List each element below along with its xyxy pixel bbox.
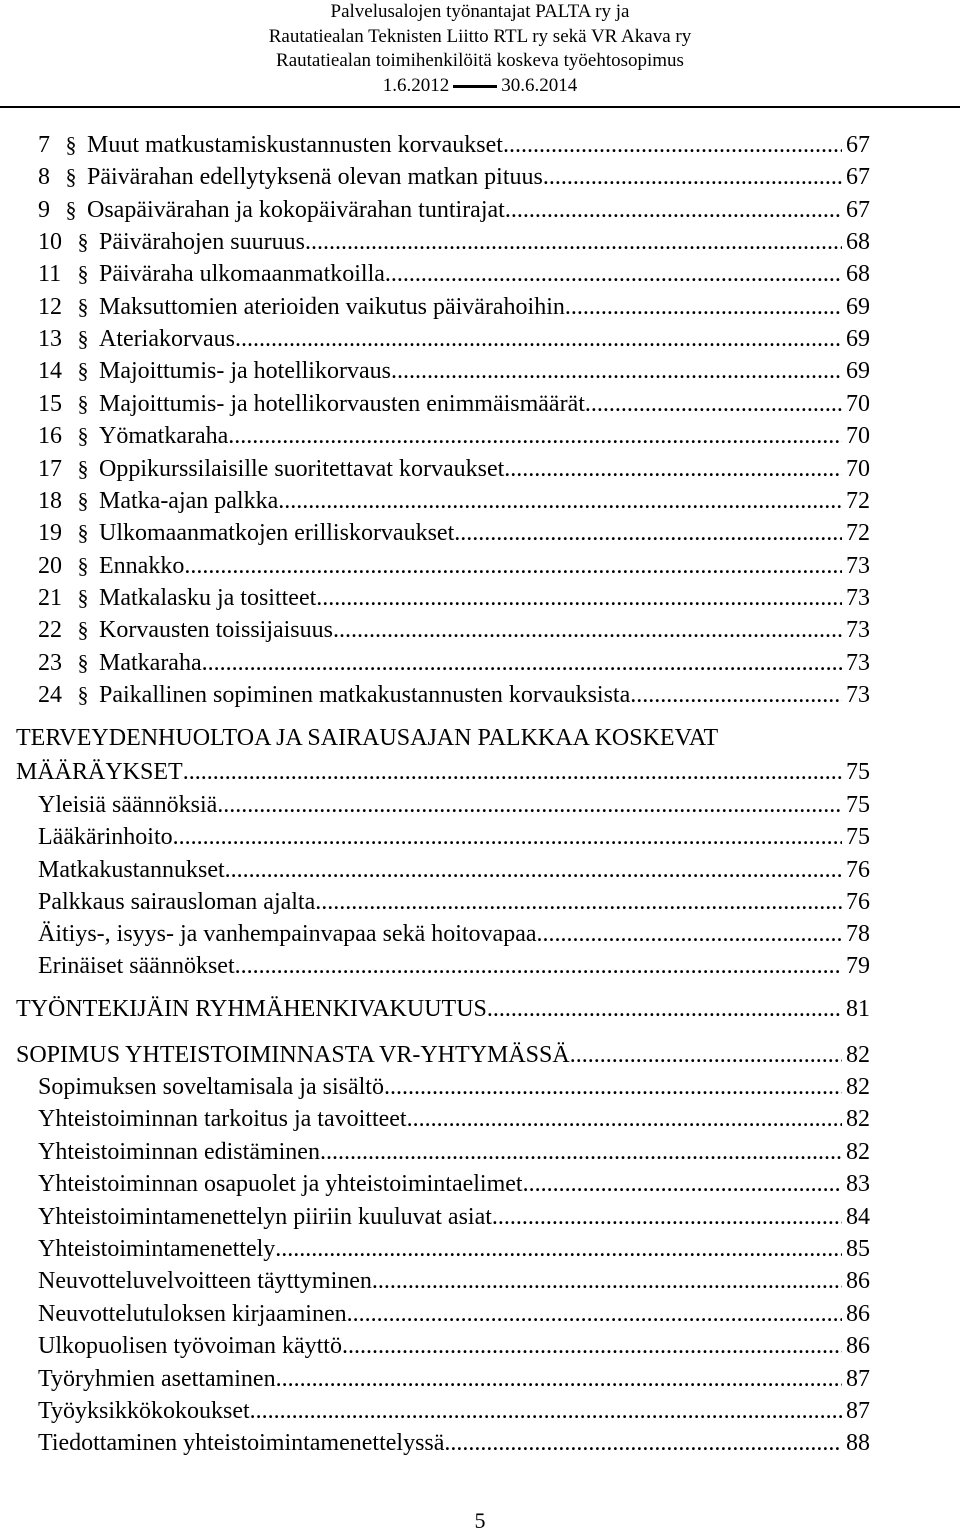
toc-entry[interactable] xyxy=(38,258,870,290)
toc-page-number: 67 xyxy=(846,164,870,190)
toc-entry-title xyxy=(38,918,537,950)
toc-entry-title xyxy=(38,355,391,387)
toc-entry-title xyxy=(38,950,235,982)
toc-entry[interactable] xyxy=(38,388,870,420)
toc-entry[interactable] xyxy=(38,647,870,679)
entry-text: Yömatkaraha xyxy=(99,423,229,449)
leader-dots xyxy=(217,789,842,821)
entry-text: Osapäivärahan ja kokopäivärahan tuntirajat xyxy=(87,197,505,223)
leader-dots xyxy=(275,1233,842,1265)
leader-dots xyxy=(228,420,842,452)
entry-text: Yhteistoiminnan edistäminen xyxy=(38,1139,320,1165)
section-sign-icon: § xyxy=(77,391,89,416)
entry-text: Äitiys-, isyys- ja vanhempainvapaa sekä hoitovapaa xyxy=(38,921,537,947)
section-heading: SOPIMUS YHTEISTOIMINNASTA VR-YHTYMÄSSÄ xyxy=(16,1042,570,1068)
toc-entry[interactable] xyxy=(38,1330,870,1362)
section-sign-icon: § xyxy=(77,456,89,481)
entry-text: Päivärahojen suuruus xyxy=(99,229,305,255)
leader-dots xyxy=(347,1298,842,1330)
toc-section-heading[interactable] xyxy=(16,1039,870,1071)
toc-entry-title xyxy=(38,1168,523,1200)
toc-entry-title xyxy=(38,517,454,549)
section-sign-icon: § xyxy=(77,423,89,448)
toc-entry[interactable] xyxy=(38,323,870,355)
toc-entry-title xyxy=(38,1103,407,1135)
toc-entry-title xyxy=(38,1395,250,1427)
section-sign-icon: § xyxy=(77,229,89,254)
entry-number: 24 xyxy=(38,682,62,708)
leader-dots xyxy=(570,1039,842,1071)
toc-entry[interactable] xyxy=(38,950,870,982)
toc-entry[interactable] xyxy=(38,1136,870,1168)
leader-dots xyxy=(454,517,842,549)
toc-entry-title xyxy=(38,647,202,679)
section-sign-icon: § xyxy=(65,164,77,189)
leader-dots xyxy=(333,614,842,646)
toc-page-number: 73 xyxy=(846,553,870,579)
leader-dots xyxy=(543,161,842,193)
header-line-1: Palvelusalojen työnantajat PALTA ry ja xyxy=(330,1,630,22)
toc-entry-title xyxy=(38,886,315,918)
entry-text: Tiedottaminen yhteistoimintamenettelyssä xyxy=(38,1430,445,1456)
entry-text: Työryhmien asettaminen xyxy=(38,1366,276,1392)
entry-number: 8 xyxy=(38,164,50,190)
toc-page-number: 73 xyxy=(846,682,870,708)
toc-entry[interactable] xyxy=(38,485,870,517)
toc-page-number: 84 xyxy=(846,1204,870,1230)
toc-entry[interactable] xyxy=(38,1103,870,1135)
entry-number: 21 xyxy=(38,585,62,611)
leader-dots xyxy=(372,1265,842,1297)
section-sign-icon: § xyxy=(77,358,89,383)
toc-entry-title xyxy=(38,789,217,821)
leader-dots xyxy=(173,821,842,853)
entry-text: Palkkaus sairausloman ajalta xyxy=(38,889,316,915)
toc-entry-title xyxy=(38,1233,275,1265)
section-sign-icon: § xyxy=(77,294,89,319)
toc-page-number: 75 xyxy=(846,792,870,818)
toc-entry-title xyxy=(38,550,184,582)
entry-text: Oppikurssilaisille suoritettavat korvaukset xyxy=(99,456,505,482)
entry-number: 23 xyxy=(38,650,62,676)
toc-section-heading[interactable] xyxy=(16,756,870,788)
toc-page-number: 81 xyxy=(846,996,870,1022)
toc-entry[interactable] xyxy=(38,614,870,646)
leader-dots xyxy=(385,258,842,290)
entry-text: Ateriakorvaus xyxy=(99,326,235,352)
toc-entry[interactable] xyxy=(38,420,870,452)
entry-number: 17 xyxy=(38,456,62,482)
toc-entry-title xyxy=(38,1265,372,1297)
toc-entry-title xyxy=(38,1427,444,1459)
section-sign-icon: § xyxy=(77,261,89,286)
section-sign-icon: § xyxy=(77,682,89,707)
toc-page-number: 69 xyxy=(846,294,870,320)
toc-page-number: 69 xyxy=(846,358,870,384)
entry-text: Ulkomaanmatkojen erilliskorvaukset xyxy=(99,520,455,546)
leader-dots xyxy=(250,1395,842,1427)
section-sign-icon: § xyxy=(65,132,77,157)
toc-page-number: 85 xyxy=(846,1236,870,1262)
toc-page-number: 72 xyxy=(846,520,870,546)
toc-page-number: 86 xyxy=(846,1301,870,1327)
entry-number: 20 xyxy=(38,553,62,579)
entry-number: 9 xyxy=(38,197,50,223)
entry-text: Matka-ajan palkka xyxy=(99,488,279,514)
entry-text: Majoittumis- ja hotellikorvaus xyxy=(99,358,391,384)
toc-entry[interactable] xyxy=(38,355,870,387)
entry-number: 13 xyxy=(38,326,62,352)
toc-entry[interactable] xyxy=(38,1071,870,1103)
toc-page-number: 73 xyxy=(846,617,870,643)
entry-text: Yhteistoiminnan tarkoitus ja tavoitteet xyxy=(38,1106,407,1132)
entry-text: Matkakustannukset xyxy=(38,857,225,883)
toc-entry[interactable] xyxy=(38,1395,870,1427)
toc-entry-title xyxy=(38,453,504,485)
toc-entry-title xyxy=(38,614,333,646)
section-sign-icon: § xyxy=(77,488,89,513)
section-heading: TERVEYDENHUOLTOA JA SAIRAUSAJAN PALKKAA KOSKEVAT xyxy=(16,725,719,751)
toc-entry-title xyxy=(38,1201,492,1233)
toc-entry-title xyxy=(38,854,225,886)
toc-entry-title xyxy=(38,161,543,193)
entry-text: Päivärahan edellytyksenä olevan matkan pituus xyxy=(87,164,543,190)
entry-number: 19 xyxy=(38,520,62,546)
section-heading: TYÖNTEKIJÄIN RYHMÄHENKIVAKUUTUS xyxy=(16,996,487,1022)
toc-entry-title xyxy=(38,821,173,853)
leader-dots xyxy=(537,918,842,950)
toc-page-number: 70 xyxy=(846,391,870,417)
toc-section-heading[interactable] xyxy=(16,993,870,1025)
toc-page-number: 82 xyxy=(846,1042,870,1068)
toc-entry-title xyxy=(16,756,183,788)
entry-number: 16 xyxy=(38,423,62,449)
toc-page-number: 67 xyxy=(846,132,870,158)
toc-entry-title xyxy=(38,291,565,323)
entry-text: Maksuttomien aterioiden vaikutus päivärahoihin xyxy=(99,294,565,320)
toc-entry[interactable] xyxy=(38,517,870,549)
toc-page-number: 75 xyxy=(846,759,870,785)
toc-entry-title xyxy=(38,582,316,614)
toc-entry-title xyxy=(38,485,278,517)
toc-entry[interactable] xyxy=(38,821,870,853)
section-sign-icon: § xyxy=(77,326,89,351)
entry-number: 10 xyxy=(38,229,62,255)
toc-entry[interactable] xyxy=(38,453,870,485)
toc-entry[interactable] xyxy=(38,291,870,323)
toc-entry[interactable] xyxy=(38,1363,870,1395)
leader-dots xyxy=(391,355,842,387)
entry-text: Sopimuksen soveltamisala ja sisältö xyxy=(38,1074,384,1100)
toc-entry[interactable] xyxy=(38,129,870,161)
toc-entry-title xyxy=(38,1136,320,1168)
toc-entry[interactable] xyxy=(38,1265,870,1297)
entry-text: Matkaraha xyxy=(99,650,202,676)
toc-entry-title xyxy=(38,194,505,226)
toc-page-number: 82 xyxy=(846,1139,870,1165)
entry-text: Erinäiset säännökset xyxy=(38,953,235,979)
entry-text: Ulkopuolisen työvoiman käyttö xyxy=(38,1333,342,1359)
entry-text: Neuvottelutuloksen kirjaaminen xyxy=(38,1301,347,1327)
toc-page-number: 82 xyxy=(846,1074,870,1100)
date-start: 1.6.2012 xyxy=(382,74,450,96)
leader-dots xyxy=(315,886,842,918)
section-sign-icon: § xyxy=(77,553,89,578)
toc-entry[interactable] xyxy=(38,161,870,193)
header-validity xyxy=(0,74,960,99)
entry-number: 7 xyxy=(38,132,50,158)
leader-dots xyxy=(384,1071,842,1103)
entry-text: Työyksikkökokoukset xyxy=(38,1398,250,1424)
entry-number: 12 xyxy=(38,294,62,320)
toc-page-number: 70 xyxy=(846,423,870,449)
toc-page-number: 72 xyxy=(846,488,870,514)
toc-entry-title xyxy=(16,993,487,1025)
dash-icon xyxy=(453,85,497,88)
toc-page-number: 82 xyxy=(846,1106,870,1132)
section-sign-icon: § xyxy=(77,650,89,675)
toc-page-number: 73 xyxy=(846,650,870,676)
leader-dots xyxy=(235,950,842,982)
toc-page-number: 87 xyxy=(846,1366,870,1392)
leader-dots xyxy=(316,582,842,614)
leader-dots xyxy=(630,679,842,711)
entry-text: Paikallinen sopiminen matkakustannusten korvauksista xyxy=(99,682,631,708)
entry-number: 18 xyxy=(38,488,62,514)
toc-entry-title xyxy=(38,420,228,452)
leader-dots xyxy=(320,1136,842,1168)
header-line-3: Rautatiealan toimihenkilöitä koskeva työehtosopimus xyxy=(276,50,684,71)
toc-entry[interactable] xyxy=(38,226,870,258)
leader-dots xyxy=(505,194,842,226)
toc-entry[interactable] xyxy=(38,582,870,614)
leader-dots xyxy=(492,1201,842,1233)
toc-entry[interactable] xyxy=(38,1298,870,1330)
entry-number: 22 xyxy=(38,617,62,643)
toc-page-number: 78 xyxy=(846,921,870,947)
leader-dots xyxy=(444,1427,842,1459)
leader-dots xyxy=(407,1103,842,1135)
toc-entry[interactable] xyxy=(38,854,870,886)
toc-entry[interactable] xyxy=(38,194,870,226)
toc-page-number: 86 xyxy=(846,1268,870,1294)
entry-number: 15 xyxy=(38,391,62,417)
leader-dots xyxy=(183,756,842,788)
entry-number: 11 xyxy=(38,261,62,287)
leader-dots xyxy=(585,388,842,420)
toc-entry[interactable] xyxy=(38,1427,870,1459)
entry-text: Neuvotteluvelvoitteen täyttyminen xyxy=(38,1268,372,1294)
entry-text: Päiväraha ulkomaanmatkoilla xyxy=(99,261,385,287)
section-sign-icon: § xyxy=(65,197,77,222)
leader-dots xyxy=(202,647,842,679)
entry-text: Yhteistoimintamenettelyn piiriin kuuluvat asiat xyxy=(38,1204,492,1230)
toc-entry[interactable] xyxy=(38,918,870,950)
entry-text: Muut matkustamiskustannusten korvaukset xyxy=(87,132,503,158)
toc-page-number: 73 xyxy=(846,585,870,611)
entry-text: Ennakko xyxy=(99,553,185,579)
toc-entry[interactable] xyxy=(38,1168,870,1200)
toc-page-number: 69 xyxy=(846,326,870,352)
toc-entry-title xyxy=(38,323,235,355)
leader-dots xyxy=(305,226,842,258)
date-end: 30.6.2014 xyxy=(501,74,578,96)
toc-page-number: 75 xyxy=(846,824,870,850)
entry-text: Yhteistoimintamenettely xyxy=(38,1236,276,1262)
toc-page-number: 68 xyxy=(846,229,870,255)
toc-entry-title xyxy=(38,679,630,711)
toc-entry-title xyxy=(38,1298,347,1330)
toc-page-number: 83 xyxy=(846,1171,870,1197)
leader-dots xyxy=(184,550,842,582)
toc-entry[interactable] xyxy=(38,550,870,582)
section-heading-cont: MÄÄRÄYKSET xyxy=(16,759,183,785)
section-sign-icon: § xyxy=(77,585,89,610)
entry-text: Yhteistoiminnan osapuolet ja yhteistoimintaelimet xyxy=(38,1171,523,1197)
toc-page-number: 76 xyxy=(846,857,870,883)
toc-entry[interactable] xyxy=(38,679,870,711)
toc-page-number: 76 xyxy=(846,889,870,915)
leader-dots xyxy=(276,1363,842,1395)
document-header xyxy=(0,0,960,108)
toc-entry-title xyxy=(16,1039,570,1071)
toc-entry[interactable] xyxy=(38,886,870,918)
leader-dots xyxy=(503,129,842,161)
entry-text: Majoittumis- ja hotellikorvausten enimmäismäärät xyxy=(99,391,585,417)
toc-page-number: 86 xyxy=(846,1333,870,1359)
leader-dots xyxy=(342,1330,842,1362)
toc-entry-title xyxy=(38,129,503,161)
toc-page-number: 67 xyxy=(846,197,870,223)
entry-number: 14 xyxy=(38,358,62,384)
toc-entry[interactable] xyxy=(38,1233,870,1265)
section-sign-icon: § xyxy=(77,617,89,642)
toc-page-number: 88 xyxy=(846,1430,870,1456)
entry-text: Lääkärinhoito xyxy=(38,824,173,850)
leader-dots xyxy=(487,993,842,1025)
leader-dots xyxy=(235,323,842,355)
leader-dots xyxy=(225,854,842,886)
page-number: 5 xyxy=(474,1508,486,1533)
toc-entry-title xyxy=(38,226,305,258)
toc-page-number: 87 xyxy=(846,1398,870,1424)
toc-entry-title xyxy=(38,1363,276,1395)
toc-entry[interactable] xyxy=(38,789,870,821)
toc-entry-title xyxy=(38,1071,384,1103)
toc-page-number: 79 xyxy=(846,953,870,979)
entry-text: Yleisiä säännöksiä xyxy=(38,792,218,818)
toc-page-number: 70 xyxy=(846,456,870,482)
toc-entry-title xyxy=(38,1330,342,1362)
entry-text: Matkalasku ja tositteet xyxy=(99,585,317,611)
section-sign-icon: § xyxy=(77,520,89,545)
leader-dots xyxy=(504,453,842,485)
header-line-2: Rautatiealan Teknisten Liitto RTL ry sekä VR Akava ry xyxy=(268,25,692,47)
toc-entry-title xyxy=(38,258,385,290)
leader-dots xyxy=(565,291,842,323)
leader-dots xyxy=(523,1168,842,1200)
toc-entry[interactable] xyxy=(38,1201,870,1233)
toc-entry-title xyxy=(38,388,585,420)
entry-text: Korvausten toissijaisuus xyxy=(99,617,333,643)
toc-page-number: 68 xyxy=(846,261,870,287)
leader-dots xyxy=(278,485,842,517)
